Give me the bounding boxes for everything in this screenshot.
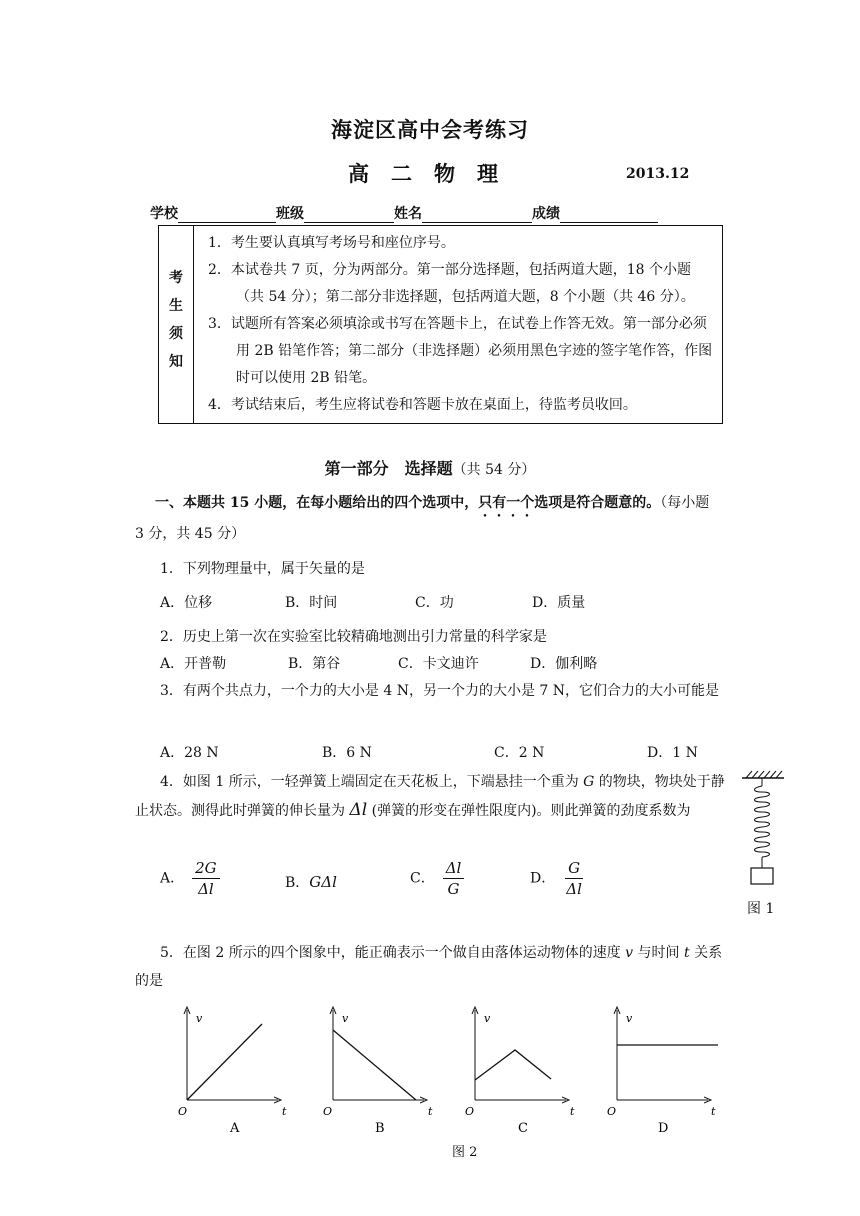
exam-date: 2013.12	[626, 166, 690, 182]
figure-1-spring	[738, 770, 788, 890]
figure-2-graphs	[170, 1002, 730, 1162]
name-label: 姓名	[394, 206, 422, 222]
q2-option-a[interactable]: A．开普勒	[160, 656, 227, 672]
q2-option-b[interactable]: B．第谷	[288, 656, 341, 672]
student-info-line	[150, 203, 658, 223]
graph-b-t-label: t	[428, 1105, 433, 1118]
school-field[interactable]	[178, 208, 276, 223]
q4-option-b[interactable]: B．GΔl	[285, 873, 337, 891]
graph-d-t-label: t	[711, 1105, 716, 1118]
notice-item: 4．考试结束后，考生应将试卷和答题卡放在桌面上，待监考员收回。	[208, 397, 637, 413]
notice-side-label: 考 生 须 知	[159, 226, 194, 424]
q4-option-a[interactable]: A． $\frac{2G}{\Delta l}$	[160, 858, 220, 899]
instruction-text: 一、本题共 15 小题，在每小题给出的四个选项中，只有一个选项是符合题意的。（每小题 3 分，共 45 分）	[135, 495, 710, 542]
figure-2-caption: 图 2	[452, 1145, 478, 1160]
graph-c-origin-label: O	[465, 1105, 475, 1118]
question-1-stem: 1．下列物理量中，属于矢量的是	[160, 561, 365, 577]
graph-a-t-label: t	[282, 1105, 287, 1118]
q1-option-c[interactable]: C．功	[415, 595, 454, 611]
score-field[interactable]	[560, 208, 658, 223]
page-subtitle: 高二物理	[348, 161, 520, 186]
graph-b	[323, 1010, 433, 1136]
graph-d-v-label: v	[626, 1012, 633, 1025]
section-heading: 第一部分 选择题（共 54 分）	[324, 459, 536, 478]
figure-1-caption: 图 1	[747, 901, 775, 917]
q3-option-a[interactable]: A．28 N	[160, 745, 219, 761]
graph-d-label: D	[658, 1121, 669, 1136]
graph-b-line	[333, 1030, 416, 1100]
graph-b-label: B	[375, 1121, 385, 1136]
question-2-stem: 2．历史上第一次在实验室比较精确地测出引力常量的科学家是	[160, 629, 547, 645]
question-5-stem: 5．在图 2 所示的四个图象中，能正确表示一个做自由落体运动物体的速度 v 与时间 t 关系的是	[135, 945, 723, 989]
notice-item: 2．本试卷共 7 页，分为两部分。第一部分选择题，包括两道大题，18 个小题（共 54 分）；第二部分非选择题，包括两道大题，8 个小题（共 46 分）。	[208, 262, 695, 305]
q1-option-d[interactable]: D．质量	[532, 595, 586, 611]
graph-a	[178, 1010, 287, 1136]
q1-option-b[interactable]: B．时间	[285, 595, 338, 611]
graph-c	[465, 1010, 575, 1136]
graph-a-line	[187, 1024, 262, 1100]
ceiling-hatch	[746, 771, 782, 778]
q3-option-c[interactable]: C．2 N	[494, 745, 545, 761]
graph-d-origin-label: O	[607, 1105, 617, 1118]
q3-option-b[interactable]: B．6 N	[322, 745, 372, 761]
question-3-stem: 3．有两个共点力，一个力的大小是 4 N，另一个力的大小是 7 N，它们合力的大小可能是	[160, 683, 720, 699]
q4-option-d[interactable]: D． $\frac{G}{\Delta l}$	[530, 859, 582, 898]
graph-b-origin-label: O	[323, 1105, 333, 1118]
graph-c-line	[475, 1050, 551, 1080]
notice-item: 1．考生要认真填写考场号和座位序号。	[208, 235, 455, 251]
q1-option-a[interactable]: A．位移	[160, 595, 213, 611]
spring-coil	[755, 786, 770, 857]
block	[751, 868, 773, 884]
q3-option-d[interactable]: D．1 N	[647, 745, 698, 761]
graph-b-v-label: v	[342, 1012, 349, 1025]
school-label: 学校	[150, 206, 178, 222]
graph-c-v-label: v	[484, 1012, 491, 1025]
graph-a-origin-label: O	[178, 1105, 188, 1118]
graph-a-v-label: v	[196, 1012, 203, 1025]
question-4-stem: 4．如图 1 所示，一轻弹簧上端固定在天花板上，下端悬挂一个重为 G 的物块，物块处于静止状态。测得此时弹簧的伸长量为 Δl (弹簧的形变在弹性限度内)。则此弹簧的劲度系数为	[135, 774, 725, 820]
q2-option-c[interactable]: C．卡文迪许	[398, 656, 479, 672]
class-label: 班级	[276, 206, 304, 222]
class-field[interactable]	[304, 208, 394, 223]
graph-c-t-label: t	[570, 1105, 575, 1118]
graph-a-label: A	[230, 1121, 240, 1136]
page-title: 海淀区高中会考练习	[331, 117, 529, 142]
graph-d	[607, 1010, 718, 1136]
graph-c-label: C	[518, 1121, 528, 1136]
q2-option-d[interactable]: D．伽利略	[530, 656, 598, 672]
notice-item: 3．试题所有答案必须填涂或书写在答题卡上，在试卷上作答无效。第一部分必须用 2B 铅笔作答；第二部分（非选择题）必须用黑色字迹的签字笔作答，作图时可以使用 2B 铅笔。	[208, 316, 713, 386]
score-label: 成绩	[532, 206, 560, 222]
q4-option-c[interactable]: C． $\frac{\Delta l}{G}$	[410, 858, 464, 899]
notice-items	[194, 226, 723, 424]
exam-notice-box	[158, 225, 723, 424]
name-field[interactable]	[422, 208, 532, 223]
